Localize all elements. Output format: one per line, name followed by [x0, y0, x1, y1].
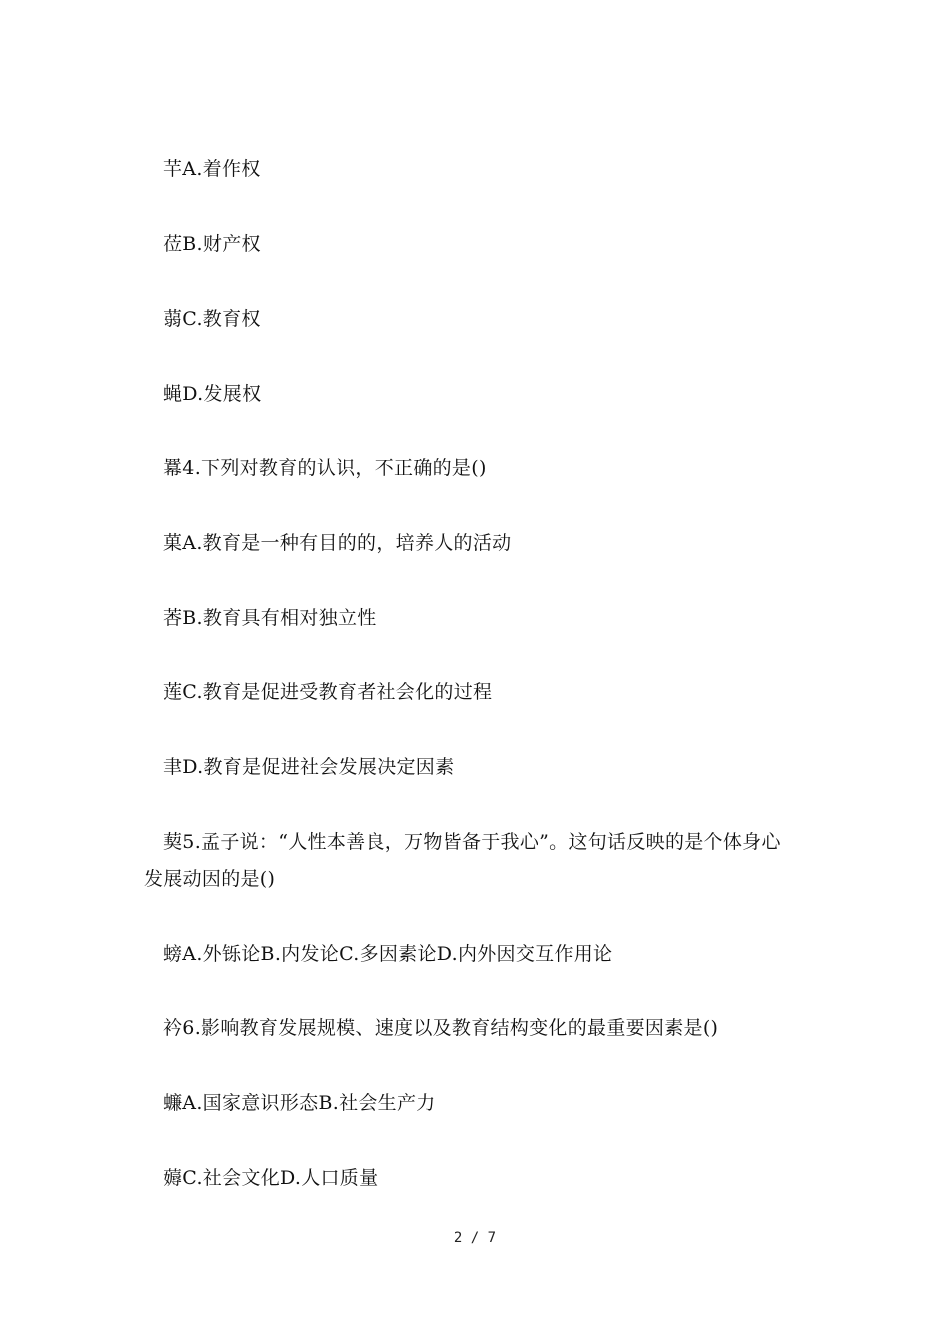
- q4-option-a: 菓A.教育是一种有目的的，培养人的活动: [163, 532, 512, 554]
- option-a-line: 芉A.着作权: [163, 158, 261, 180]
- question-5: 葜5.孟子说：“人性本善良，万物皆备于我心”。这句话反映的是个体身心: [163, 831, 781, 853]
- q4-option-b: 莕B.教育具有相对独立性: [163, 607, 377, 629]
- option-d-line: 蝇D.发展权: [163, 383, 262, 405]
- question-5-continuation: 发展动因的是(): [144, 868, 276, 890]
- q6-options-ab: 蠊A.国家意识形态B.社会生产力: [163, 1092, 436, 1114]
- question-4: 羃4.下列对教育的认识，不正确的是(): [163, 457, 487, 479]
- question-6: 衿6.影响教育发展规模、速度以及教育结构变化的最重要因素是(): [163, 1017, 719, 1039]
- q6-options-cd: 薅C.社会文化D.人口质量: [163, 1167, 379, 1189]
- page-number: 2 / 7: [453, 1230, 497, 1246]
- option-c-line: 蒻C.教育权: [163, 308, 261, 330]
- q5-options: 螃A.外铄论B.内发论C.多因素论D.内外因交互作用论: [163, 943, 613, 965]
- option-b-line: 莅B.财产权: [163, 233, 261, 255]
- q4-option-c: 莲C.教育是促进受教育者社会化的过程: [163, 681, 493, 703]
- q4-option-d: 聿D.教育是促进社会发展决定因素: [163, 756, 455, 778]
